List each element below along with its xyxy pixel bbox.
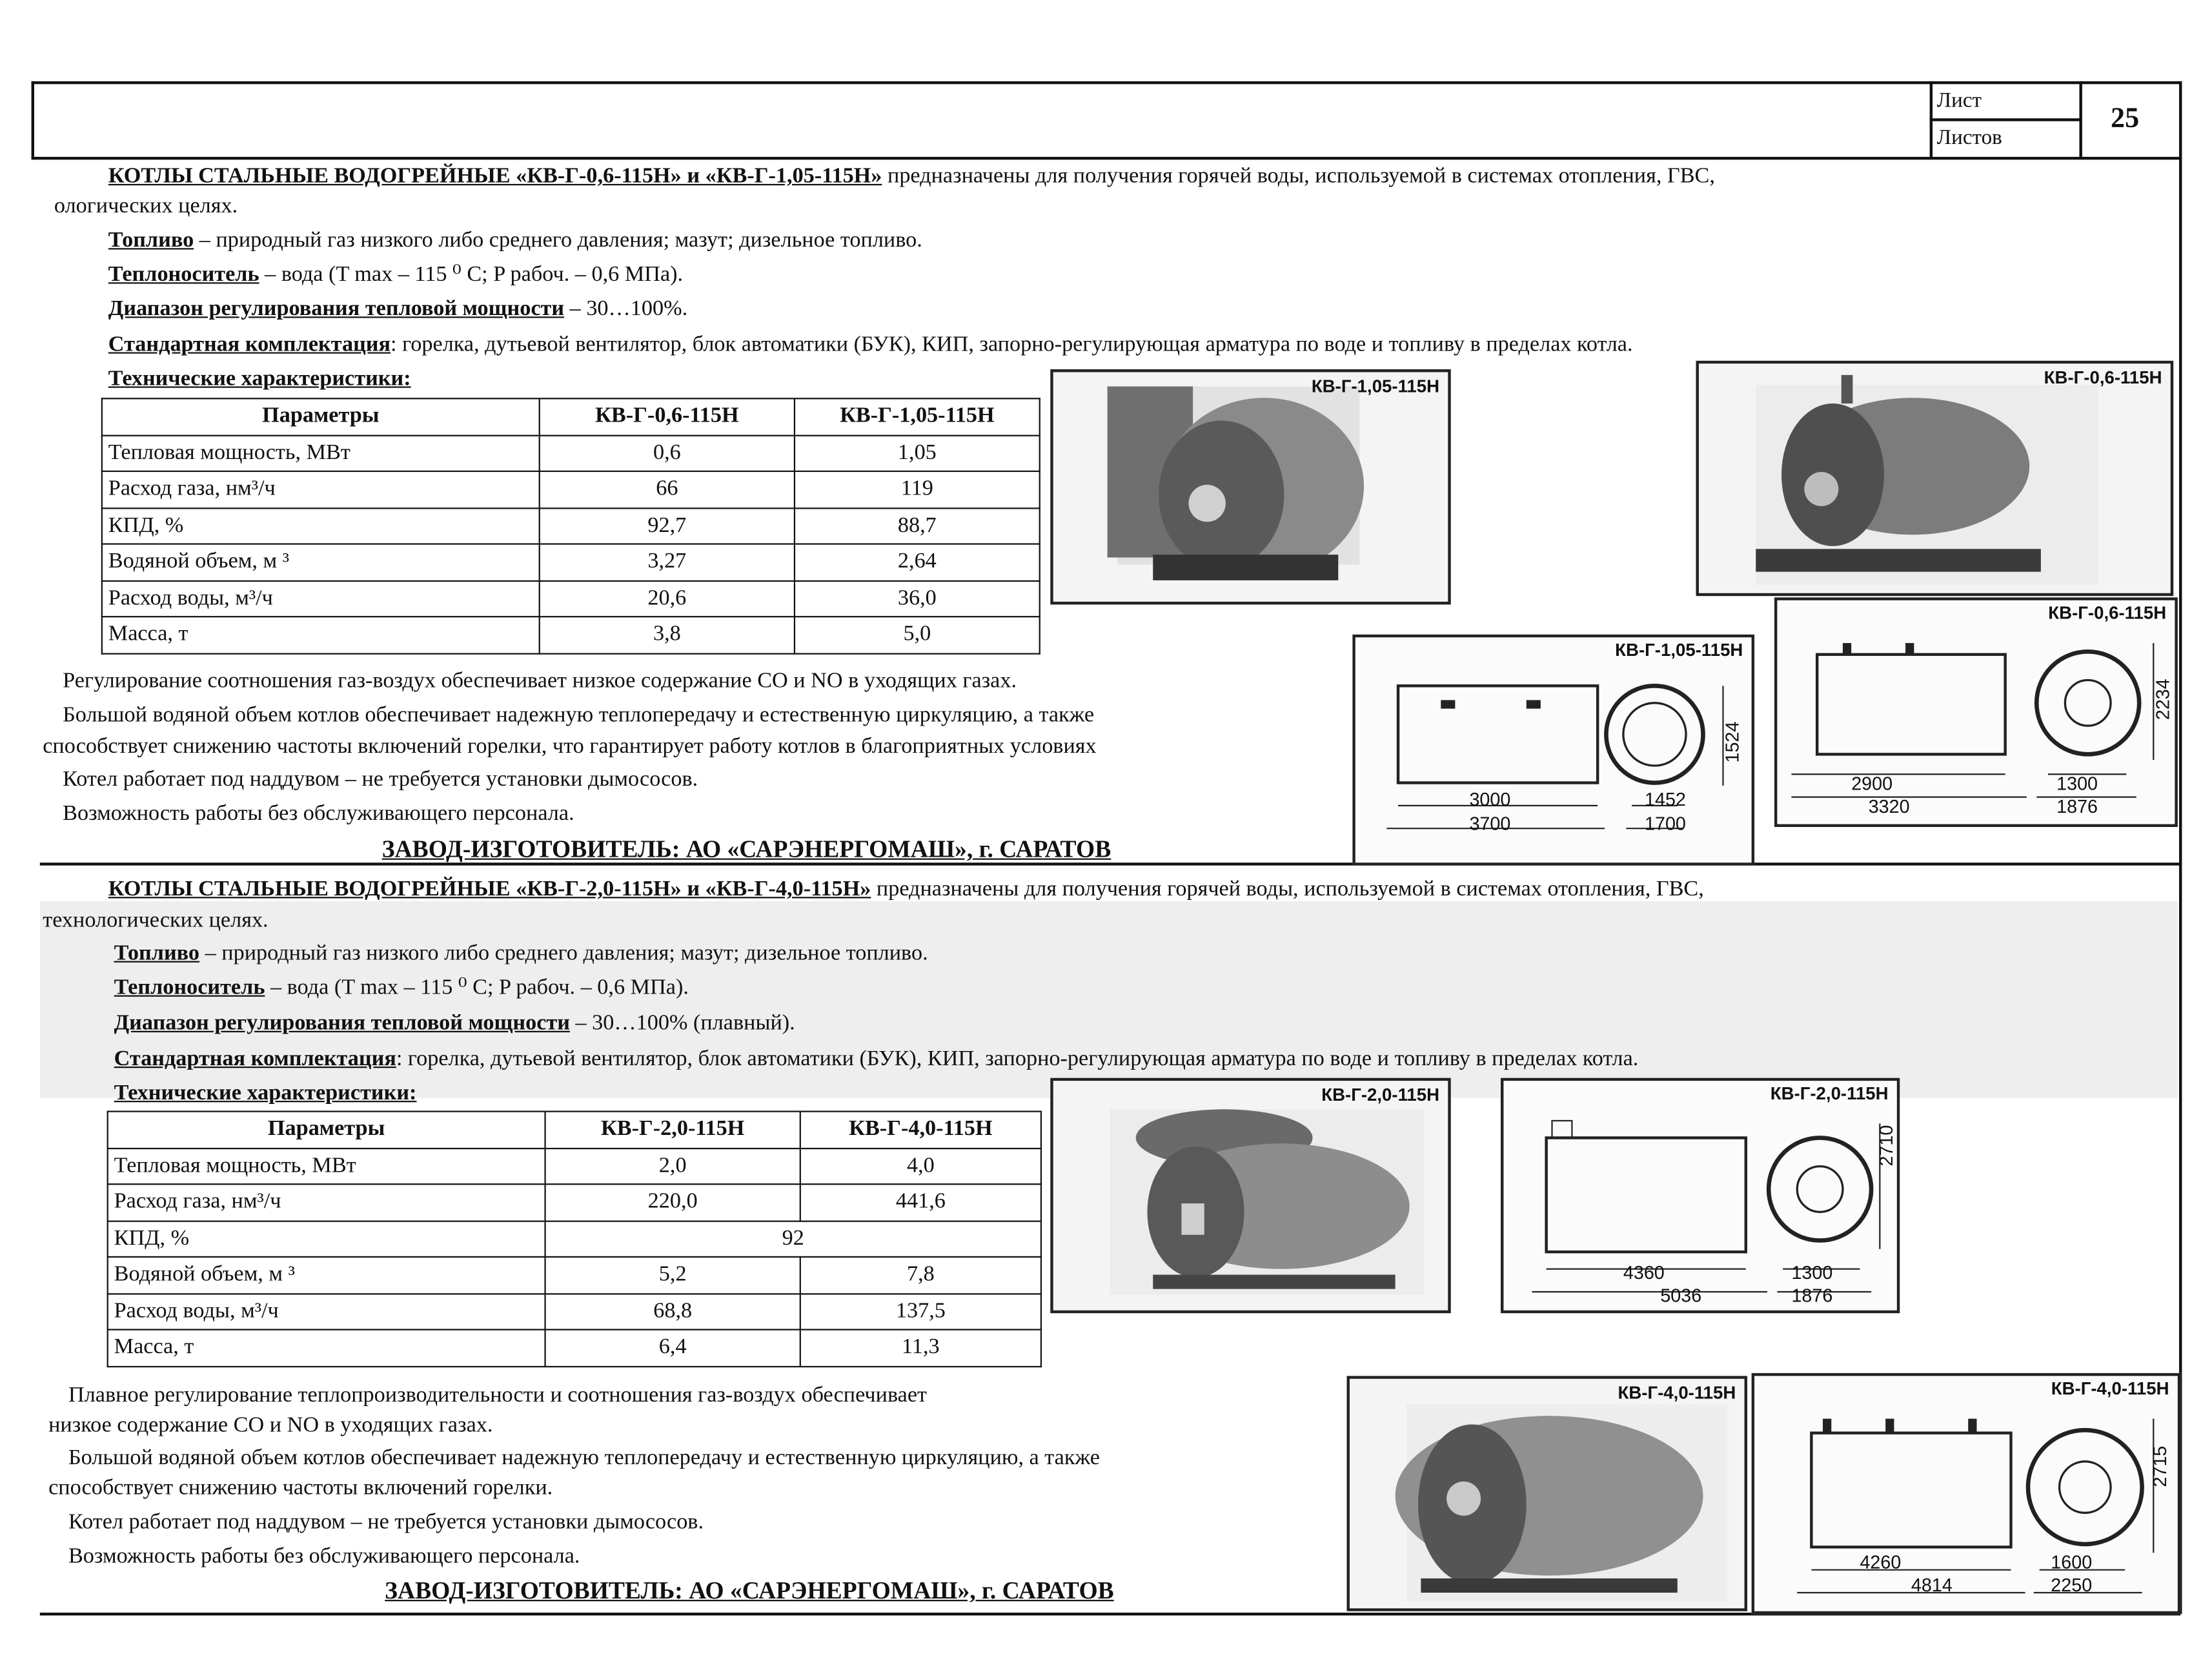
table-row: Масса, т 6,4 11,3 (108, 1330, 1041, 1366)
table-row: КПД, % 92,7 88,7 (102, 507, 1040, 544)
carrier-text: – вода (T max – 115 ⁰ С; P рабоч. – 0,6 МПа). (259, 262, 684, 287)
spec-table-2 (107, 1110, 1042, 1366)
range-label: Диапазон регулирования тепловой мощности (108, 296, 565, 321)
section-2-para-1b: низкое содержание СО и NO в уходящих газах. (48, 1413, 493, 1438)
drawing-caption: КВ-Г-2,0-115Н (1770, 1083, 1889, 1104)
boiler-photo-image (1699, 363, 2171, 593)
drawing-caption: КВ-Г-0,6-115Н (2048, 603, 2167, 624)
tech-label: Технические характеристики: (108, 366, 411, 391)
section-2-title: КОТЛЫ СТАЛЬНЫЕ ВОДОГРЕЙНЫЕ «КВ-Г-2,0-115Н» и «КВ-Г-4,0-115Н» (108, 877, 871, 901)
dim-width: 1452 (1645, 788, 1686, 810)
boiler-photo-kvg-20 (1050, 1078, 1450, 1313)
dim-length: 4360 (1623, 1261, 1665, 1283)
section-2-para-1a: Плавное регулирование теплопроизводительности и соотношения газ-воздух обеспечивает (68, 1383, 927, 1407)
table-row: Расход воды, м³/ч 68,8 137,5 (108, 1293, 1041, 1329)
section-1-manufacturer: ЗАВОД-ИЗГОТОВИТЕЛЬ: АО «САРЭНЕРГОМАШ», г. САРАТОВ (381, 835, 1111, 863)
kit-text: : горелка, дутьевой вентилятор, блок автоматики (БУК), КИП, запорно-регулирующая арматура по воде и топливу в пределах котла. (391, 332, 1633, 357)
section-1-para-3: Котел работает под наддувом – не требуется установки дымососов. (63, 767, 698, 791)
section-2-para-2a: Большой водяной объем котлов обеспечивает надежную теплопередачу и естественную циркуляцию, а также (68, 1445, 1100, 1471)
dim-width-total: 1876 (1791, 1284, 1833, 1307)
section-2-para-2b: способствует снижению частоты включений горелки. (48, 1475, 553, 1500)
section-1-title-cont: ологических целях. (54, 194, 238, 218)
fuel-text: – природный газ низкого либо среднего давления; мазут; дизельное топливо. (194, 228, 922, 252)
boiler-photo-kvg-06 (1696, 361, 2174, 596)
drawing-caption: КВ-Г-1,05-115Н (1615, 640, 1743, 660)
dim-width: 1300 (1791, 1261, 1833, 1283)
table-row: Тепловая мощность, МВт 0,6 1,05 (102, 435, 1040, 471)
dimension-drawing-kvg-20 (1501, 1078, 1900, 1313)
sheets-label: Листов (1936, 127, 2002, 150)
dimension-drawing-kvg-06 (1774, 597, 2178, 827)
section-1-para-2a: Большой водяной объем котлов обеспечивает надежную теплопередачу и естественную циркуляцию, а также (63, 702, 1095, 728)
carrier-text: – вода (T max – 115 ⁰ С; P рабоч. – 0,6 МПа). (265, 975, 689, 1000)
section-1-para-1: Регулирование соотношения газ-воздух обеспечивает низкое содержание СО и NO в уходящих газах. (63, 668, 1017, 693)
photo-caption: КВ-Г-0,6-115Н (2044, 367, 2162, 388)
kit-label: Стандартная комплектация (114, 1047, 396, 1071)
dim-width-total: 2250 (2051, 1574, 2093, 1596)
tech-label: Технические характеристики: (114, 1081, 417, 1105)
dim-height: 1524 (1721, 721, 1743, 763)
boiler-photo-image (1053, 1081, 1448, 1311)
dim-length-total: 3320 (1868, 795, 1910, 817)
dim-height: 2715 (2149, 1445, 2171, 1487)
dim-length: 4260 (1860, 1551, 1902, 1573)
section-1-title: КОТЛЫ СТАЛЬНЫЕ ВОДОГРЕЙНЫЕ «КВ-Г-0,6-115Н» и «КВ-Г-1,05-115Н» (108, 163, 882, 189)
dim-width-total: 1700 (1645, 812, 1686, 835)
page-number: 25 (2111, 103, 2140, 134)
dim-length: 2900 (1851, 773, 1893, 795)
dim-length: 3000 (1469, 788, 1511, 810)
fuel-label: Топливо (108, 228, 194, 252)
photo-caption: КВ-Г-1,05-115Н (1311, 376, 1440, 396)
photo-caption: КВ-Г-2,0-115Н (1321, 1085, 1440, 1105)
dim-height: 2234 (2151, 679, 2174, 720)
section-1-title-rest: предназначены для получения горячей воды, используемой в системах отопления, ГВС, (882, 163, 1715, 189)
drawing-image (1355, 637, 1752, 863)
table-header-row: Параметры КВ-Г-0,6-115Н КВ-Г-1,05-115Н (102, 398, 1040, 434)
section-1-para-2b: способствует снижению частоты включений горелки, что гарантирует работу котлов в благоприятных условиях (43, 734, 1097, 759)
dim-height: 2710 (1875, 1125, 1897, 1167)
carrier-label: Теплоноситель (114, 975, 265, 1000)
table-row: Тепловая мощность, МВт 2,0 4,0 (108, 1148, 1041, 1184)
dim-length-total: 5036 (1660, 1284, 1702, 1307)
section-2-para-3: Котел работает под наддувом – не требуется установки дымососов. (68, 1509, 704, 1535)
table-row: Водяной объем, м ³ 5,2 7,8 (108, 1257, 1041, 1293)
carrier-label: Теплоноситель (108, 262, 259, 287)
photo-caption: КВ-Г-4,0-115Н (1618, 1383, 1736, 1404)
table-header-row: Параметры КВ-Г-2,0-115Н КВ-Г-4,0-115Н (108, 1112, 1041, 1148)
drawing-caption: КВ-Г-4,0-115Н (2051, 1378, 2169, 1399)
dim-width-total: 1876 (2056, 795, 2098, 817)
dim-length-total: 4814 (1911, 1574, 1953, 1596)
table-row: Водяной объем, м ³ 3,27 2,64 (102, 544, 1040, 580)
kit-text: : горелка, дутьевой вентилятор, блок автоматики (БУК), КИП, запорно-регулирующая арматура по воде и топливу в пределах котла. (396, 1047, 1639, 1071)
dim-width: 1600 (2051, 1551, 2093, 1573)
boiler-photo-kvg-105 (1050, 369, 1450, 604)
frame-left (32, 81, 34, 158)
boiler-photo-kvg-40 (1347, 1376, 1747, 1611)
drawing-image (1503, 1081, 1896, 1311)
range-label: Диапазон регулирования тепловой мощности (114, 1010, 570, 1036)
section-2-manufacturer: ЗАВОД-ИЗГОТОВИТЕЛЬ: АО «САРЭНЕРГОМАШ», г. САРАТОВ (385, 1577, 1114, 1604)
spec-table-1 (101, 398, 1040, 653)
range-text: – 30…100%. (564, 296, 688, 321)
boiler-photo-image (1350, 1379, 1745, 1609)
table-row: Масса, т 3,8 5,0 (102, 617, 1040, 653)
table-row: КПД, % 92 (108, 1221, 1041, 1257)
kit-label: Стандартная комплектация (108, 332, 391, 357)
fuel-label: Топливо (114, 941, 200, 966)
section-2-title-cont: технологических целях. (43, 908, 269, 933)
frame-top (32, 81, 2181, 84)
frame-header-bottom (32, 157, 2181, 159)
range-text: – 30…100% (плавный). (569, 1010, 795, 1036)
dimension-drawing-kvg-105 (1352, 635, 1754, 866)
fuel-text: – природный газ низкого либо среднего давления; мазут; дизельное топливо. (199, 941, 928, 966)
sheet-label: Лист (1936, 90, 1982, 113)
dimension-drawing-kvg-40 (1752, 1373, 2181, 1614)
table-row: Расход воды, м³/ч 20,6 36,0 (102, 580, 1040, 617)
drawing-image (1754, 1376, 2178, 1611)
section-2-title-rest: предназначены для получения горячей воды, используемой в системах отопления, ГВС, (871, 877, 1704, 901)
dim-width: 1300 (2056, 773, 2098, 795)
dim-length-total: 3700 (1469, 812, 1511, 835)
drawing-image (1777, 600, 2175, 824)
section-1-para-4: Возможность работы без обслуживающего персонала. (63, 801, 574, 826)
table-row: Расход газа, нм³/ч 220,0 441,6 (108, 1184, 1041, 1220)
table-row: Расход газа, нм³/ч 66 119 (102, 471, 1040, 507)
section-2-para-4: Возможность работы без обслуживающего персонала. (68, 1544, 580, 1569)
boiler-photo-image (1053, 372, 1448, 602)
